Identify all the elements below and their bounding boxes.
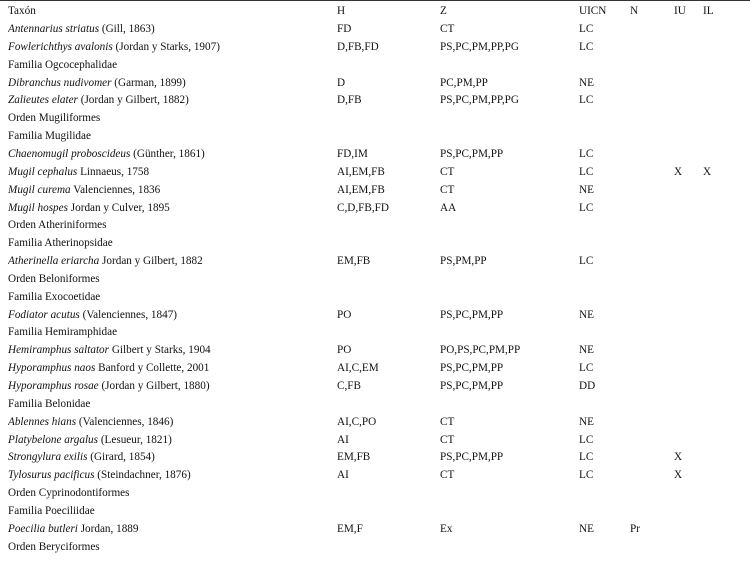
group-row [0,288,750,306]
uicn-cell: LC [579,147,594,160]
group-label: Familia Atherinopsidae [8,237,113,250]
zone-cell: PO,PS,PC,PM,PP [440,344,521,357]
species-name: Mugil hospes [8,201,68,214]
nom-cell [630,448,674,466]
group-label: Orden Atheriniformes [8,219,107,232]
species-row [0,181,750,199]
il-cell [703,520,733,538]
species-name: Platybelone argalus [8,433,99,446]
group-label: Familia Hemiramphidae [8,326,118,339]
il-cell [703,448,733,466]
group-label: Orden Beloniformes [8,272,100,285]
table-top-rule [0,0,750,1]
group-row [0,127,750,145]
taxon-cell [8,252,333,270]
taxon-cell [8,448,333,466]
habitat-cell: AI,C,EM [337,362,379,375]
iu-cell [674,377,704,395]
zone-cell: PS,PC,PM,PP,PG [440,40,519,53]
il-cell [703,431,733,449]
species-row [0,306,750,324]
species-name: Fowlerichthys avalonis [8,40,113,53]
group-row [0,216,750,234]
species-row [0,377,750,395]
species-name: Chaenomugil proboscideus [8,147,131,160]
iu-cell: X [674,165,683,178]
uicn-cell: LC [579,451,594,464]
habitat-cell: D,FB [337,94,362,107]
habitat-cell: AI,C,PO [337,415,377,428]
nom-cell [630,199,674,217]
zone-cell: PS,PC,PM,PP [440,380,504,392]
iu-cell: X [674,469,683,482]
nom-cell [630,181,674,199]
habitat-cell: AI,EM,FB [337,165,385,178]
species-row [0,20,750,38]
header-z: Z [440,5,447,17]
species-name: Dibranchus nudivomer [8,76,112,89]
uicn-cell: LC [579,23,594,35]
il-cell [703,466,733,484]
habitat-cell: C,FB [337,380,361,392]
zone-cell: PS,PC,PM,PP,PG [440,94,519,107]
species-row [0,431,750,449]
habitat-cell: EM,F [337,522,363,535]
iu-cell: X [674,451,683,464]
species-author: (Jordan y Starks, 1907) [112,40,220,53]
iu-cell [674,181,704,199]
species-author: (Jordan y Gilbert, 1880) [98,380,210,392]
il-cell [703,199,733,217]
uicn-cell: NE [579,308,594,321]
group-label: Orden Mugiliformes [8,112,101,125]
zone-cell: PC,PM,PP [440,76,488,89]
species-row [0,38,750,56]
uicn-cell: LC [579,469,594,482]
species-name: Mugil cephalus [8,165,78,178]
zone-cell: PS,PC,PM,PP [440,147,504,160]
zone-cell: CT [440,433,455,446]
nom-cell [630,91,674,109]
species-name: Mugil curema [8,183,71,196]
species-name: Hyporamphus naos [8,362,96,375]
habitat-cell: FD,IM [337,147,368,160]
species-row [0,520,750,538]
zone-cell: CT [440,415,455,428]
species-author: Banford y Collette, 2001 [95,362,210,375]
habitat-cell: FD [337,23,352,35]
uicn-cell: LC [579,165,594,178]
species-name: Atherinella eriarcha [8,255,100,268]
nom-cell [630,38,674,56]
species-author: (Garman, 1899) [111,76,186,89]
il-cell: X [703,165,712,178]
habitat-cell: AI [337,469,349,482]
species-author: (Lesueur, 1821) [98,433,172,446]
taxon-cell [8,413,333,431]
il-cell [703,413,733,431]
group-row [0,323,750,341]
uicn-cell: LC [579,94,594,107]
species-name: Strongylura exilis [8,451,88,464]
zone-cell: CT [440,469,455,482]
uicn-cell: LC [579,433,594,446]
species-name: Hyporamphus rosae [8,380,99,392]
nom-cell [630,306,674,324]
species-name: Ablennes hians [8,415,77,428]
taxon-cell [8,377,333,395]
uicn-cell: NE [579,522,594,535]
il-cell [703,359,733,377]
group-row [0,484,750,502]
habitat-cell: C,D,FB,FD [337,201,389,214]
species-row [0,163,750,181]
iu-cell [674,431,704,449]
habitat-cell: EM,FB [337,451,371,464]
uicn-cell: LC [579,201,594,214]
group-row [0,395,750,413]
il-cell [703,145,733,163]
zone-cell: CT [440,183,455,196]
header-iu: IU [674,5,686,17]
il-cell [703,20,733,38]
iu-cell [674,359,704,377]
il-cell [703,74,733,92]
species-row [0,145,750,163]
species-author: (Günther, 1861) [130,147,205,160]
uicn-cell: NE [579,415,594,428]
il-cell [703,377,733,395]
zone-cell: Ex [440,522,453,535]
group-label: Familia Ogcocephalidae [8,58,118,71]
header-taxon: Taxón [8,5,36,17]
zone-cell: PS,PC,PM,PP [440,362,504,375]
species-row [0,341,750,359]
group-label: Orden Cyprinodontiformes [8,487,130,500]
iu-cell [674,199,704,217]
il-cell [703,252,733,270]
species-author: (Girard, 1854) [87,451,155,464]
uicn-cell: LC [579,255,594,268]
il-cell [703,181,733,199]
header-h: H [337,5,346,17]
header-n: N [630,5,639,17]
habitat-cell: AI [337,433,349,446]
nom-cell [630,377,674,395]
iu-cell [674,520,704,538]
uicn-cell: DD [579,380,596,392]
species-name: Antennarius striatus [8,23,100,35]
taxon-cell [8,306,333,324]
il-cell [703,38,733,56]
taxon-cell [8,74,333,92]
species-author: (Jordan y Gilbert, 1882) [77,94,189,107]
species-author: Gilbert y Starks, 1904 [109,344,211,357]
species-row [0,413,750,431]
zone-cell: PS,PC,PM,PP [440,308,504,321]
habitat-cell: PO [337,344,352,357]
taxon-cell [8,38,333,56]
species-row [0,252,750,270]
taxon-cell [8,341,333,359]
species-row [0,74,750,92]
species-name: Poecilia butleri [8,522,78,535]
nom-cell [630,163,674,181]
iu-cell [674,20,704,38]
species-author: (Valenciennes, 1846) [76,415,174,428]
zone-cell: CT [440,23,455,35]
iu-cell [674,38,704,56]
nom-cell [630,145,674,163]
group-row [0,109,750,127]
species-row [0,91,750,109]
nom-cell [630,413,674,431]
group-label: Orden Beryciformes [8,540,100,553]
species-row [0,199,750,217]
iu-cell [674,341,704,359]
il-cell [703,306,733,324]
group-label: Familia Mugilidae [8,130,91,143]
header-il: IL [703,5,714,17]
iu-cell [674,74,704,92]
species-author: Jordan y Gilbert, 1882 [99,255,203,268]
species-name: Hemiramphus saltator [8,344,110,357]
species-row [0,359,750,377]
header-uicn: UICN [579,5,607,17]
uicn-cell: LC [579,362,594,375]
taxon-cell [8,359,333,377]
group-row [0,270,750,288]
table-header-row [0,2,750,20]
taxon-cell [8,163,333,181]
species-name: Zalieutes elater [8,94,78,107]
uicn-cell: LC [579,40,594,53]
group-row [0,538,750,556]
iu-cell [674,91,704,109]
nom-cell [630,466,674,484]
species-name: Fodiator acutus [8,308,80,321]
species-row [0,466,750,484]
species-author: (Steindachner, 1876) [94,469,191,482]
taxon-cell [8,199,333,217]
group-label: Familia Belonidae [8,397,91,410]
species-author: Jordan y Culver, 1895 [67,201,170,214]
uicn-cell: NE [579,183,594,196]
species-name: Tylosurus pacificus [8,469,95,482]
species-author: (Valenciennes, 1847) [79,308,178,321]
taxon-cell [8,466,333,484]
species-author: (Gill, 1863) [99,23,155,35]
taxon-cell [8,145,333,163]
iu-cell [674,306,704,324]
nom-cell [630,359,674,377]
zone-cell: PS,PC,PM,PP [440,451,504,464]
habitat-cell: D,FB,FD [337,40,379,53]
uicn-cell: NE [579,76,594,89]
species-author: Linnaeus, 1758 [77,165,150,178]
habitat-cell: AI,EM,FB [337,183,385,196]
group-label: Familia Exocoetidae [8,290,101,303]
iu-cell [674,145,704,163]
species-author: Jordan, 1889 [77,522,139,535]
habitat-cell: EM,FB [337,255,371,268]
nom-cell [630,252,674,270]
uicn-cell: NE [579,344,594,357]
group-row [0,234,750,252]
species-row [0,448,750,466]
taxon-cell [8,520,333,538]
nom-cell [630,431,674,449]
iu-cell [674,413,704,431]
taxon-cell [8,20,333,38]
il-cell [703,91,733,109]
zone-cell: CT [440,165,455,178]
habitat-cell: D [337,76,346,89]
nom-cell [630,74,674,92]
nom-cell: Pr [630,522,640,535]
habitat-cell: PO [337,308,352,321]
group-row [0,502,750,520]
group-label: Familia Poeciliidae [8,504,95,517]
zone-cell: PS,PM,PP [440,255,487,268]
zone-cell: AA [440,201,457,214]
group-row [0,56,750,74]
species-author: Valenciennes, 1836 [70,183,161,196]
nom-cell [630,341,674,359]
taxon-cell [8,181,333,199]
taxon-cell [8,91,333,109]
il-cell [703,341,733,359]
nom-cell [630,20,674,38]
iu-cell [674,252,704,270]
taxon-cell [8,431,333,449]
